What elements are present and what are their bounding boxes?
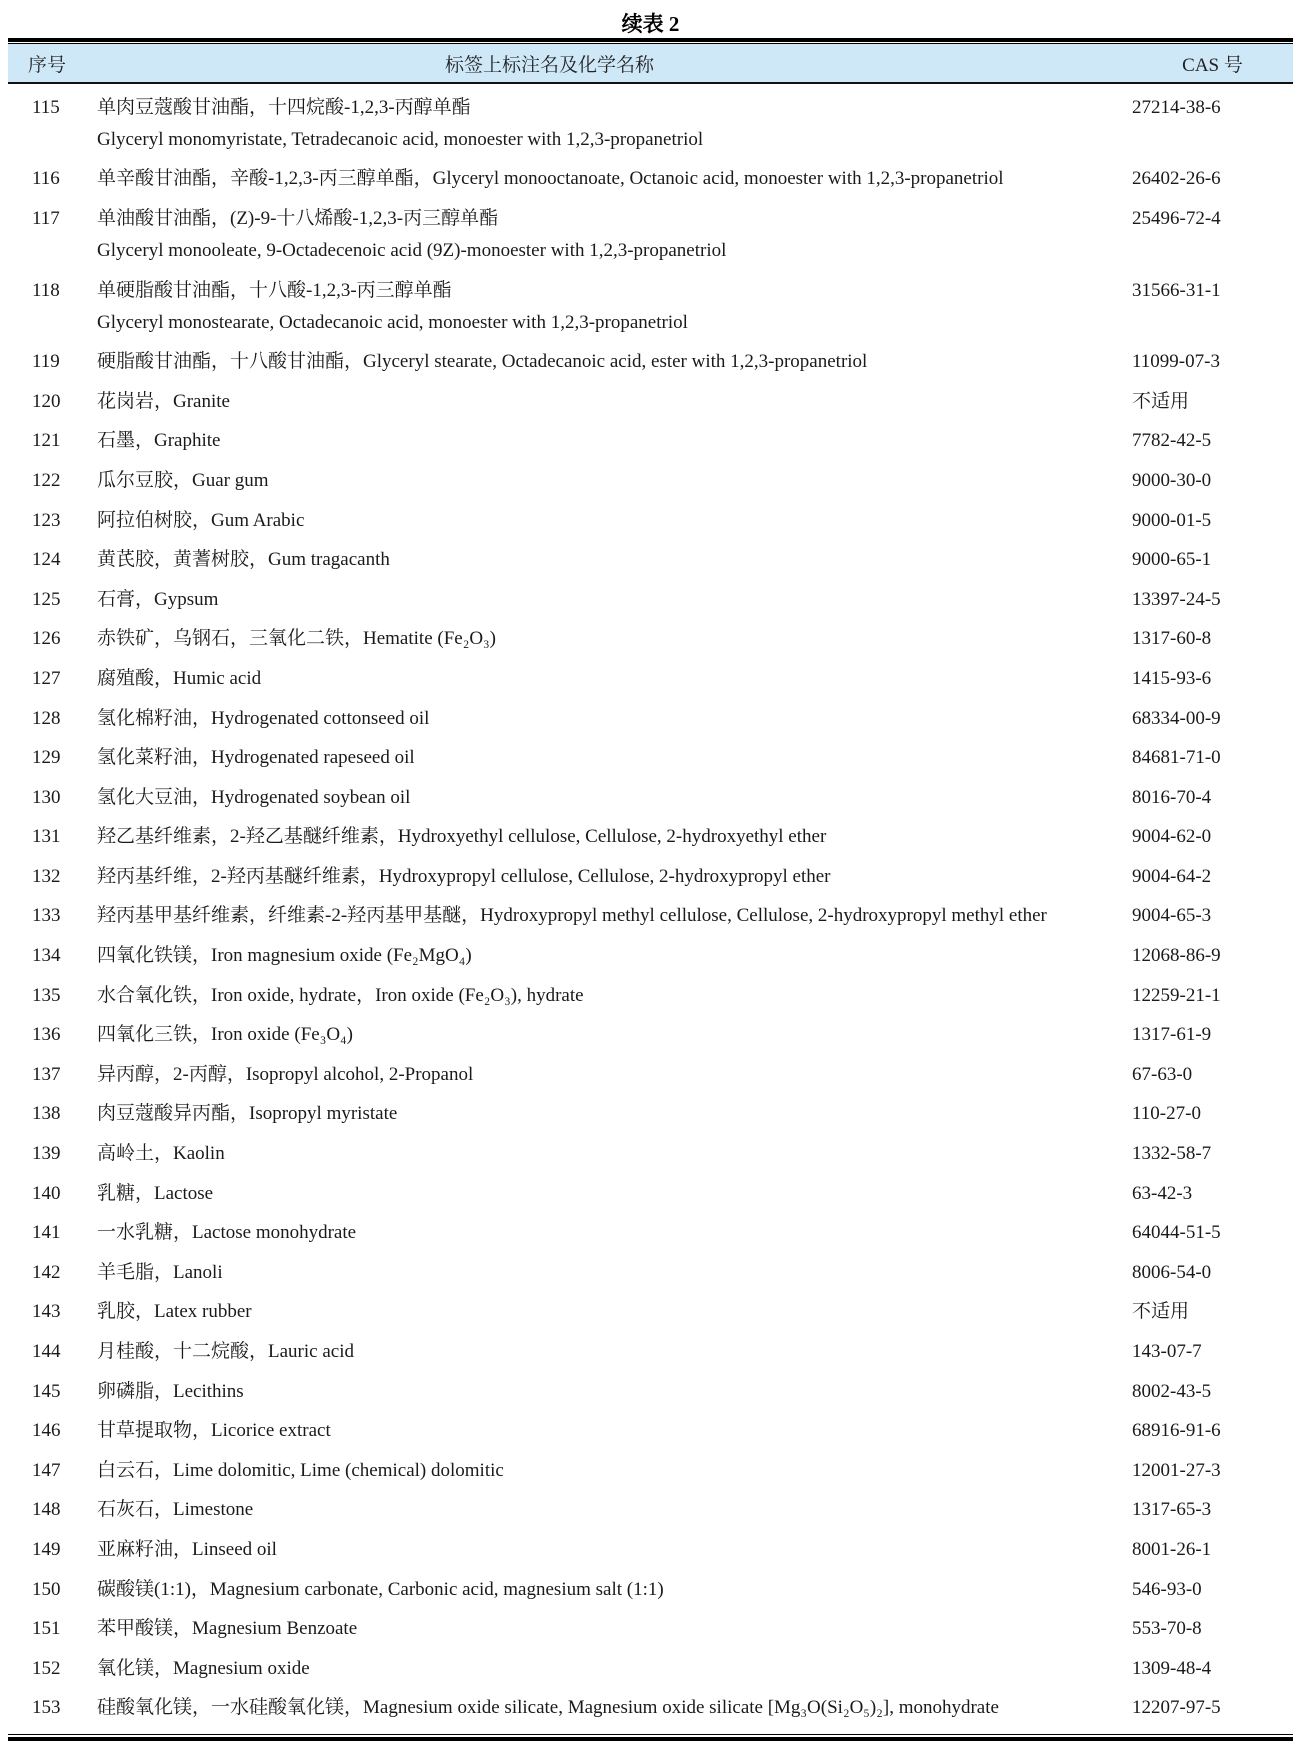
row-cas-number: 25496-72-4 (1132, 207, 1221, 229)
row-index: 142 (32, 1261, 61, 1283)
table-row (8, 857, 1293, 897)
table-row (8, 1689, 1293, 1729)
row-cas-number: 12001-27-3 (1132, 1459, 1221, 1481)
row-substance-names (97, 1019, 1132, 1051)
row-cas-number: 68916-91-6 (1132, 1420, 1221, 1442)
substance-name-line: 甘草提取物，Licorice extract (97, 1420, 331, 1442)
row-substance-names (97, 1494, 1132, 1526)
table-row (8, 1411, 1293, 1451)
row-substance-names (97, 1257, 1132, 1289)
row-index: 141 (32, 1222, 61, 1244)
table-row (8, 1649, 1293, 1689)
table-row (8, 540, 1293, 580)
row-substance-names (97, 980, 1132, 1012)
row-cas-number: 9000-30-0 (1132, 469, 1212, 491)
row-index: 131 (32, 826, 61, 848)
row-substance-names (97, 742, 1132, 774)
row-substance-names (97, 203, 1132, 267)
row-cas-number: 68334-00-9 (1132, 707, 1221, 729)
table-row (8, 342, 1293, 382)
row-cas-number: 31566-31-1 (1132, 279, 1221, 301)
substance-name-line: 氧化镁，Magnesium oxide (97, 1657, 310, 1679)
substance-name-line: 赤铁矿，乌钢石，三氧化二铁，Hematite (Fe₂O₃) (97, 628, 497, 650)
table-body (8, 84, 1293, 1735)
row-substance-names (97, 1296, 1132, 1328)
substance-name-line: 羟乙基纤维素，2-羟乙基醚纤维素，Hydroxyethyl cellulose, Cellulose, 2-hydroxyethyl ether (97, 826, 827, 848)
row-cas-number: 27214-38-6 (1132, 96, 1221, 118)
row-substance-names (97, 163, 1132, 195)
table-row (8, 1570, 1293, 1610)
row-substance-names (97, 623, 1132, 655)
substance-name-line: 羊毛脂，Lanoli (97, 1261, 223, 1283)
table-row (8, 1213, 1293, 1253)
substance-name-line: 白云石，Lime dolomitic, Lime (chemical) dolomitic (97, 1459, 504, 1481)
substance-name-line: 亚麻籽油，Linseed oil (97, 1538, 277, 1560)
substance-name-line: 高岭土，Kaolin (97, 1143, 225, 1165)
row-substance-names (97, 1613, 1132, 1645)
row-index: 132 (32, 865, 61, 887)
row-index: 138 (32, 1103, 61, 1125)
table-row (8, 271, 1293, 343)
row-index: 126 (32, 628, 61, 650)
row-substance-names (97, 1098, 1132, 1130)
row-substance-names (97, 1376, 1132, 1408)
table-row (8, 422, 1293, 462)
table-row (8, 659, 1293, 699)
row-index: 151 (32, 1618, 61, 1640)
row-cas-number: 553-70-8 (1132, 1618, 1202, 1640)
row-cas-number: 84681-71-0 (1132, 747, 1221, 769)
table-row (8, 1134, 1293, 1174)
substance-name-line: 硅酸氧化镁，一水硅酸氧化镁，Magnesium oxide silicate, Magnesium oxide silicate [Mg₃O(Si₂O₅)₂], monohydrate (97, 1697, 999, 1719)
row-cas-number: 8016-70-4 (1132, 786, 1212, 808)
row-substance-names (97, 1336, 1132, 1368)
column-header-label-and-chemical-name: 标签上标注名及化学名称 (444, 54, 654, 76)
row-index: 130 (32, 786, 61, 808)
row-cas-number: 9004-65-3 (1132, 905, 1212, 927)
row-index: 140 (32, 1182, 61, 1204)
row-cas-number: 12068-86-9 (1132, 945, 1221, 967)
row-cas-number: 26402-26-6 (1132, 168, 1221, 190)
substance-name-line: 阿拉伯树胶，Gum Arabic (97, 509, 305, 531)
row-cas-number: 9000-01-5 (1132, 509, 1212, 531)
table-row (8, 1372, 1293, 1412)
column-header-index: 序号 (28, 54, 67, 76)
substance-name-line: 单肉豆蔻酸甘油酯，十四烷酸-1,2,3-丙醇单酯 (97, 96, 471, 118)
table-row (8, 1015, 1293, 1055)
row-substance-names (97, 1574, 1132, 1606)
row-cas-number: 1415-93-6 (1132, 667, 1212, 689)
row-substance-names (97, 465, 1132, 497)
table-row (8, 1174, 1293, 1214)
row-cas-number: 64044-51-5 (1132, 1222, 1221, 1244)
table-row (8, 1253, 1293, 1293)
row-substance-names (97, 821, 1132, 853)
row-index: 118 (32, 279, 60, 301)
row-index: 152 (32, 1657, 61, 1679)
row-index: 150 (32, 1578, 61, 1600)
row-substance-names (97, 900, 1132, 932)
substance-name-line: 氢化大豆油，Hydrogenated soybean oil (97, 786, 411, 808)
chemical-ingredients-table (8, 38, 1293, 1741)
row-substance-names (97, 1138, 1132, 1170)
row-substance-names (97, 584, 1132, 616)
row-index: 129 (32, 747, 61, 769)
substance-name-line: 瓜尔豆胶，Guar gum (97, 469, 269, 491)
row-index: 137 (32, 1063, 61, 1085)
row-cas-number: 67-63-0 (1132, 1063, 1193, 1085)
row-index: 128 (32, 707, 61, 729)
substance-name-line: 水合氧化铁，Iron oxide, hydrate，Iron oxide (Fe₂O₃), hydrate (97, 984, 584, 1006)
table-row (8, 1055, 1293, 1095)
row-index: 145 (32, 1380, 61, 1402)
substance-name-line: Glyceryl monostearate, Octadecanoic acid, monoester with 1,2,3-propanetriol (97, 311, 688, 333)
row-index: 121 (32, 430, 61, 452)
table-row (8, 1609, 1293, 1649)
table-row (8, 818, 1293, 858)
row-index: 149 (32, 1538, 61, 1560)
row-index: 117 (32, 207, 60, 229)
row-index: 133 (32, 905, 61, 927)
substance-name-line: 异丙醇，2-丙醇，Isopropyl alcohol, 2-Propanol (97, 1063, 474, 1085)
substance-name-line: 四氧化铁镁，Iron magnesium oxide (Fe₂MgO₄) (97, 945, 472, 967)
table-row (8, 199, 1293, 271)
row-cas-number: 143-07-7 (1132, 1341, 1202, 1363)
row-cas-number: 13397-24-5 (1132, 588, 1221, 610)
table-row (8, 461, 1293, 501)
table-row (8, 1095, 1293, 1135)
substance-name-line: 氢化菜籽油，Hydrogenated rapeseed oil (97, 747, 415, 769)
row-index: 148 (32, 1499, 61, 1521)
row-cas-number: 不适用 (1132, 390, 1190, 412)
row-index: 147 (32, 1459, 61, 1481)
table-row (8, 778, 1293, 818)
row-index: 124 (32, 549, 61, 571)
substance-name-line: 一水乳糖，Lactose monohydrate (97, 1222, 357, 1244)
row-index: 123 (32, 509, 61, 531)
row-substance-names (97, 346, 1132, 378)
row-cas-number: 12207-97-5 (1132, 1697, 1221, 1719)
row-substance-names (97, 1455, 1132, 1487)
table-row (8, 501, 1293, 541)
row-substance-names (97, 544, 1132, 576)
row-cas-number: 546-93-0 (1132, 1578, 1202, 1600)
row-substance-names (97, 703, 1132, 735)
row-cas-number: 1309-48-4 (1132, 1657, 1212, 1679)
substance-name-line: Glyceryl monomyristate, Tetradecanoic acid, monoester with 1,2,3-propanetriol (97, 128, 704, 150)
row-cas-number: 12259-21-1 (1132, 984, 1221, 1006)
row-substance-names (97, 940, 1132, 972)
table-row (8, 88, 1293, 160)
row-cas-number: 9000-65-1 (1132, 549, 1212, 571)
row-cas-number: 1332-58-7 (1132, 1143, 1212, 1165)
row-cas-number: 11099-07-3 (1132, 351, 1220, 373)
table-row (8, 1293, 1293, 1333)
table-row (8, 936, 1293, 976)
table-row (8, 1530, 1293, 1570)
row-substance-names (97, 663, 1132, 695)
table-row (8, 897, 1293, 937)
row-index: 139 (32, 1143, 61, 1165)
table-row (8, 976, 1293, 1016)
table-header-row (8, 43, 1293, 84)
row-substance-names (97, 92, 1132, 156)
row-index: 136 (32, 1024, 61, 1046)
row-substance-names (97, 1178, 1132, 1210)
substance-name-line: 单油酸甘油酯，(Z)-9-十八烯酸-1,2,3-丙三醇单酯 (97, 207, 499, 229)
row-index: 116 (32, 168, 60, 190)
row-index: 119 (32, 351, 60, 373)
substance-name-line: 乳胶，Latex rubber (97, 1301, 252, 1323)
row-substance-names (97, 386, 1132, 418)
row-index: 146 (32, 1420, 61, 1442)
row-substance-names (97, 1653, 1132, 1685)
row-index: 115 (32, 96, 60, 118)
substance-name-line: 单辛酸甘油酯，辛酸-1,2,3-丙三醇单酯，Glyceryl monooctanoate, Octanoic acid, monoester with 1,2,3-propanetriol (97, 168, 1004, 190)
table-row (8, 620, 1293, 660)
row-cas-number: 9004-62-0 (1132, 826, 1212, 848)
substance-name-line: Glyceryl monooleate, 9-Octadecenoic acid (9Z)-monoester with 1,2,3-propanetriol (97, 239, 727, 261)
substance-name-line: 碳酸镁(1:1)，Magnesium carbonate, Carbonic acid, magnesium salt (1:1) (97, 1578, 664, 1600)
row-cas-number: 7782-42-5 (1132, 430, 1212, 452)
table-row (8, 1491, 1293, 1531)
row-cas-number: 8001-26-1 (1132, 1538, 1212, 1560)
column-header-cas-number: CAS 号 (1182, 54, 1243, 76)
substance-name-line: 腐殖酸，Humic acid (97, 667, 262, 689)
substance-name-line: 羟丙基纤维，2-羟丙基醚纤维素，Hydroxypropyl cellulose, Cellulose, 2-hydroxypropyl ether (97, 865, 831, 887)
table-row (8, 1451, 1293, 1491)
row-substance-names (97, 425, 1132, 457)
row-cas-number: 1317-61-9 (1132, 1024, 1212, 1046)
substance-name-line: 四氧化三铁，Iron oxide (Fe₃O₄) (97, 1024, 353, 1046)
row-substance-names (97, 1534, 1132, 1566)
row-cas-number: 9004-64-2 (1132, 865, 1212, 887)
row-substance-names (97, 1059, 1132, 1091)
row-cas-number: 8002-43-5 (1132, 1380, 1212, 1402)
row-substance-names (97, 1692, 1132, 1724)
row-index: 122 (32, 469, 61, 491)
substance-name-line: 单硬脂酸甘油酯，十八酸-1,2,3-丙三醇单酯 (97, 279, 452, 301)
table-row (8, 580, 1293, 620)
row-substance-names (97, 861, 1132, 893)
row-index: 127 (32, 667, 61, 689)
page-title: 续表 2 (621, 12, 680, 36)
substance-name-line: 苯甲酸镁，Magnesium Benzoate (97, 1618, 358, 1640)
row-cas-number: 110-27-0 (1132, 1103, 1201, 1125)
row-substance-names (97, 782, 1132, 814)
row-index: 125 (32, 588, 61, 610)
row-cas-number: 8006-54-0 (1132, 1261, 1212, 1283)
row-cas-number: 63-42-3 (1132, 1182, 1193, 1204)
substance-name-line: 石灰石，Limestone (97, 1499, 254, 1521)
substance-name-line: 石墨，Graphite (97, 430, 221, 452)
substance-name-line: 乳糖，Lactose (97, 1182, 214, 1204)
row-substance-names (97, 1217, 1132, 1249)
substance-name-line: 氢化棉籽油，Hydrogenated cottonseed oil (97, 707, 430, 729)
row-index: 120 (32, 390, 61, 412)
row-cas-number: 不适用 (1132, 1301, 1190, 1323)
substance-name-line: 硬脂酸甘油酯，十八酸甘油酯，Glyceryl stearate, Octadecanoic acid, ester with 1,2,3-propanetriol (97, 351, 868, 373)
substance-name-line: 黄芪胶，黄蓍树胶，Gum tragacanth (97, 549, 390, 571)
table-row (8, 699, 1293, 739)
row-index: 134 (32, 945, 61, 967)
table-row (8, 738, 1293, 778)
row-index: 153 (32, 1697, 61, 1719)
row-index: 135 (32, 984, 61, 1006)
row-index: 144 (32, 1341, 61, 1363)
row-substance-names (97, 275, 1132, 339)
substance-name-line: 卵磷脂，Lecithins (97, 1380, 244, 1402)
table-row (8, 382, 1293, 422)
substance-name-line: 肉豆蔻酸异丙酯，Isopropyl myristate (97, 1103, 398, 1125)
substance-name-line: 羟丙基甲基纤维素，纤维素-2-羟丙基甲基醚，Hydroxypropyl methyl cellulose, Cellulose, 2-hydroxypropyl methyl ether (97, 905, 1047, 927)
substance-name-line: 月桂酸，十二烷酸，Lauric acid (97, 1341, 354, 1363)
row-substance-names (97, 505, 1132, 537)
table-row (8, 160, 1293, 200)
row-cas-number: 1317-65-3 (1132, 1499, 1212, 1521)
substance-name-line: 石膏，Gypsum (97, 588, 219, 610)
substance-name-line: 花岗岩，Granite (97, 390, 230, 412)
table-row (8, 1332, 1293, 1372)
row-cas-number: 1317-60-8 (1132, 628, 1212, 650)
row-substance-names (97, 1415, 1132, 1447)
row-index: 143 (32, 1301, 61, 1323)
